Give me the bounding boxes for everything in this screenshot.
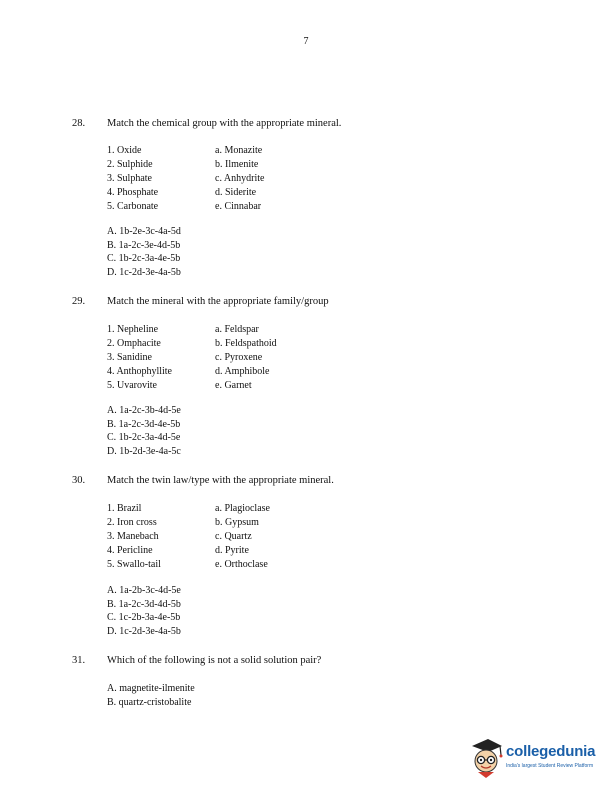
left-item: 3. Sanidine	[107, 352, 152, 363]
left-item: 5. Swallo-tail	[107, 559, 161, 570]
logo-name: collegedunia	[506, 743, 596, 760]
answer-option: B. 1a-2c-3d-4e-5b	[107, 418, 181, 430]
left-item: 2. Sulphide	[107, 159, 153, 170]
left-item: 4. Anthophyllite	[107, 366, 172, 377]
answer-option: A. magnetite-ilmenite	[107, 683, 195, 694]
answer-options	[107, 404, 181, 458]
right-item: b. Ilmenite	[215, 159, 259, 170]
question-text: Match the chemical group with the appropriate mineral.	[107, 118, 342, 129]
collegedunia-logo	[468, 737, 604, 781]
answer-option: B. 1a-2c-3e-4d-5b	[107, 239, 181, 251]
right-column	[215, 144, 264, 214]
right-column	[215, 323, 277, 393]
answer-option: A. 1a-2b-3c-4d-5e	[107, 585, 181, 596]
answer-option: A. 1a-2c-3b-4d-5e	[107, 405, 181, 416]
question-number: 29.	[72, 296, 86, 307]
answer-option: C. 1b-2c-3a-4d-5e	[107, 432, 181, 443]
right-item: b. Gypsum	[215, 517, 259, 528]
left-item: 1. Nepheline	[107, 324, 159, 335]
answer-option: B. quartz-cristobalite	[107, 696, 192, 708]
question-text: Which of the following is not a solid solution pair?	[107, 655, 322, 666]
answer-option: C. 1b-2c-3a-4e-5b	[107, 253, 181, 264]
right-item: d. Pyrite	[215, 545, 249, 556]
right-item: e. Orthoclase	[215, 559, 268, 570]
right-item: c. Pyroxene	[215, 352, 263, 363]
right-item: e. Garnet	[215, 380, 252, 391]
left-item: 3. Manebach	[107, 531, 159, 542]
right-item: d. Siderite	[215, 187, 257, 198]
right-column	[215, 502, 270, 572]
answer-option: A. 1b-2e-3c-4a-5d	[107, 226, 181, 237]
left-item: 4. Phosphate	[107, 187, 159, 198]
left-item: 1. Brazil	[107, 503, 142, 514]
answer-options	[107, 225, 181, 279]
right-item: a. Monazite	[215, 145, 263, 156]
answer-options	[107, 682, 195, 709]
question-number: 28.	[72, 118, 86, 129]
left-item: 5. Uvarovite	[107, 380, 157, 391]
answer-options	[107, 584, 181, 638]
left-item: 4. Pericline	[107, 545, 153, 556]
right-item: a. Plagioclase	[215, 503, 270, 514]
question-text: Match the twin law/type with the appropriate mineral.	[107, 475, 334, 486]
answer-option: C. 1c-2b-3a-4e-5b	[107, 612, 181, 623]
answer-option: B. 1a-2c-3d-4d-5b	[107, 598, 181, 610]
left-column	[107, 144, 158, 214]
right-item: c. Quartz	[215, 531, 252, 542]
left-item: 3. Sulphate	[107, 173, 152, 184]
mascot-icon	[468, 737, 504, 779]
answer-option: D. 1b-2d-3e-4a-5c	[107, 445, 181, 457]
left-item: 2. Omphacite	[107, 338, 161, 349]
right-item: b. Feldspathoid	[215, 338, 277, 349]
logo-tagline: India's largest Student Review Platform	[506, 763, 594, 769]
right-item: d. Amphibole	[215, 366, 270, 377]
left-column	[107, 502, 161, 572]
answer-option: D. 1c-2d-3e-4a-5b	[107, 625, 181, 637]
question-number: 30.	[72, 475, 86, 486]
answer-option: D. 1c-2d-3e-4a-5b	[107, 266, 181, 278]
left-item: 2. Iron cross	[107, 517, 157, 528]
page-number: 7	[303, 36, 309, 47]
right-item: a. Feldspar	[215, 324, 259, 335]
left-item: 1. Oxide	[107, 145, 142, 156]
right-item: c. Anhydrite	[215, 173, 265, 184]
left-column	[107, 323, 172, 393]
question-number: 31.	[72, 655, 86, 666]
left-item: 5. Carbonate	[107, 201, 159, 212]
question-text: Match the mineral with the appropriate family/group	[107, 296, 329, 307]
right-item: e. Cinnabar	[215, 201, 262, 212]
